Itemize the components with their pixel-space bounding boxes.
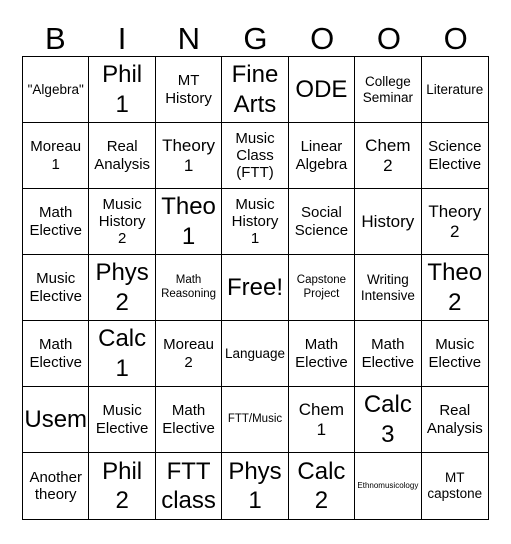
bingo-cell[interactable]: Calc 1 (89, 321, 155, 387)
bingo-cell[interactable]: Phys 2 (89, 255, 155, 321)
bingo-cell[interactable]: Math Elective (156, 387, 222, 453)
bingo-cell[interactable]: Another theory (23, 453, 89, 519)
bingo-cell[interactable]: Chem 1 (289, 387, 355, 453)
header-letter: O (310, 20, 335, 56)
bingo-cell[interactable]: Theory 2 (422, 189, 488, 255)
bingo-cell[interactable]: Music Elective (89, 387, 155, 453)
bingo-cell[interactable]: Calc 3 (355, 387, 421, 453)
bingo-cell[interactable]: Music Elective (422, 321, 488, 387)
header-letter: I (117, 20, 127, 56)
bingo-cell[interactable]: Math Reasoning (156, 255, 222, 321)
bingo-cell[interactable]: Writing Intensive (355, 255, 421, 321)
bingo-cell[interactable]: MT capstone (427, 470, 483, 501)
bingo-cell[interactable]: FTT class (156, 453, 222, 519)
bingo-cell[interactable]: Phil 2 (89, 453, 155, 519)
bingo-cell[interactable]: Phil 1 (89, 57, 155, 123)
header-letter: O (376, 20, 401, 56)
bingo-cell[interactable]: Language (222, 321, 288, 387)
bingo-cell[interactable]: Theo 1 (156, 189, 222, 255)
bingo-cell[interactable]: Math Elective (355, 321, 421, 387)
bingo-cell[interactable]: Real Analysis (422, 387, 488, 453)
bingo-cell[interactable]: Ethnomusicology (355, 453, 421, 519)
header-letter: O (443, 20, 468, 56)
bingo-cell[interactable]: Real Analysis (89, 123, 155, 189)
bingo-cell[interactable]: ODE (289, 57, 355, 123)
bingo-cell[interactable]: Math Elective (289, 321, 355, 387)
bingo-cell[interactable]: Math Elective (23, 321, 89, 387)
free-space-cell[interactable]: Free! (222, 255, 288, 321)
header-letter: N (177, 20, 200, 56)
bingo-cell[interactable]: Music Elective (23, 255, 89, 321)
bingo-cell[interactable]: Music History 1 (222, 189, 288, 255)
bingo-cell[interactable]: Calc 2 (289, 453, 355, 519)
bingo-cell[interactable]: Linear Algebra (289, 123, 355, 189)
bingo-cell[interactable]: FTT/Music (222, 387, 288, 453)
bingo-cell[interactable]: Music Class (FTT) (222, 123, 288, 189)
bingo-cell[interactable]: Phys 1 (222, 453, 288, 519)
header-letter: G (243, 20, 268, 56)
bingo-cell[interactable]: Theory 1 (156, 123, 222, 189)
bingo-cell[interactable]: Literature (422, 57, 488, 123)
bingo-cell[interactable]: Usem (23, 387, 89, 453)
bingo-cell[interactable]: MT History (156, 57, 222, 123)
bingo-cell[interactable]: History (355, 189, 421, 255)
bingo-cell[interactable]: Science Elective (422, 123, 488, 189)
bingo-cell[interactable]: Math Elective (23, 189, 89, 255)
bingo-cell[interactable]: Moreau 2 (156, 321, 222, 387)
bingo-cell[interactable]: Music History 2 (89, 189, 155, 255)
bingo-cell[interactable]: Moreau 1 (23, 123, 89, 189)
bingo-cell[interactable]: College Seminar (355, 57, 421, 123)
bingo-board (22, 56, 489, 520)
bingo-cell[interactable]: Fine Arts (222, 57, 288, 123)
bingo-cell[interactable]: Capstone Project (289, 255, 355, 321)
header-letter: B (45, 20, 66, 56)
bingo-header (22, 20, 489, 56)
bingo-cell[interactable]: Chem 2 (355, 123, 421, 189)
bingo-cell[interactable]: "Algebra" (23, 57, 89, 123)
bingo-cell[interactable]: Social Science (289, 189, 355, 255)
bingo-cell[interactable]: Theo 2 (422, 255, 488, 321)
